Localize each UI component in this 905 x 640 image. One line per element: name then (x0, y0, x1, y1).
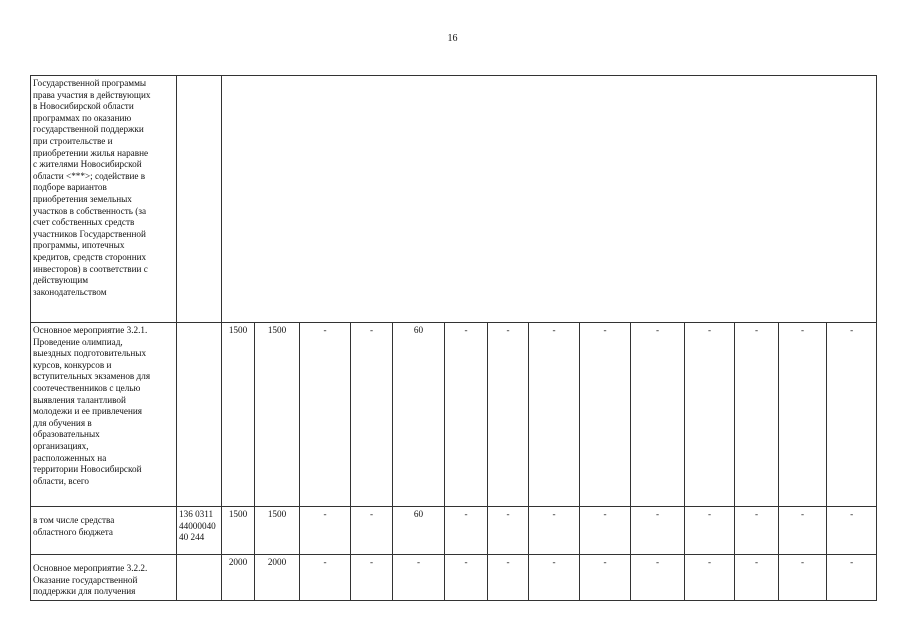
table-row (31, 323, 877, 507)
cell-value: - (735, 555, 779, 601)
cell-value: - (445, 555, 488, 601)
total-value: 1500 (255, 323, 300, 507)
row-description: Основное мероприятие 3.2.1. Проведение олимпиад, выездных подготовительных курсов, конкурсов и вступительных экзаменов для соотечественников с целью выявления талантливой молодежи и ее привлечения для обучения в образовательных организациях, расположенных на территории Новосибирской области, всего (31, 323, 177, 507)
row-description: в том числе средства областного бюджета (31, 507, 177, 555)
cell-value: - (779, 555, 827, 601)
cell-value: - (735, 323, 779, 507)
cell-value: - (529, 323, 580, 507)
total-value: 1500 (222, 507, 255, 555)
row-code (177, 76, 222, 323)
cell-value: - (445, 323, 488, 507)
cell-value: - (580, 507, 631, 555)
total-value: 1500 (222, 323, 255, 507)
cell-value: - (529, 507, 580, 555)
cell-value: - (779, 323, 827, 507)
cell-value: - (529, 555, 580, 601)
cell-value: - (488, 555, 529, 601)
cell-value: - (827, 507, 877, 555)
cell-value: - (488, 323, 529, 507)
cell-value: - (351, 323, 393, 507)
merged-empty-cell (222, 76, 877, 323)
cell-value: - (631, 323, 685, 507)
cell-value: - (351, 507, 393, 555)
cell-value: - (631, 507, 685, 555)
cell-value: - (827, 323, 877, 507)
cell-value: - (685, 323, 735, 507)
table-row (31, 507, 877, 555)
cell-value: - (488, 507, 529, 555)
row-description: Основное мероприятие 3.2.2. Оказание государственной поддержки для получения (31, 555, 177, 601)
cell-value: - (300, 555, 351, 601)
cell-value: - (685, 555, 735, 601)
cell-value: - (300, 507, 351, 555)
cell-value: - (580, 323, 631, 507)
cell-value: - (300, 323, 351, 507)
cell-value: - (735, 507, 779, 555)
page-number: 16 (447, 33, 458, 44)
row-code (177, 555, 222, 601)
table-row (31, 76, 877, 323)
cell-value: - (631, 555, 685, 601)
cell-value: - (685, 507, 735, 555)
total-value: 2000 (222, 555, 255, 601)
cell-value: - (580, 555, 631, 601)
total-value: 2000 (255, 555, 300, 601)
cell-value: - (351, 555, 393, 601)
budget-table (30, 75, 877, 601)
row-description: Государственной программы права участия в действующих в Новосибирской области программах по оказанию государственной поддержки при строительстве и приобретении жилья наравне с жителями Новосибирской области <***>; содействие в подборе вариантов приобретения земельных участков в собственность (за счет собственных средств участников Государственной программы, ипотечных кредитов, средств сторонних инвесторов) в соответствии с действующим законодательством (31, 76, 177, 323)
cell-value: - (779, 507, 827, 555)
row-code: 136 0311 44000040 40 244 (177, 507, 222, 555)
total-value: 1500 (255, 507, 300, 555)
cell-value: 60 (393, 507, 445, 555)
table-row (31, 555, 877, 601)
cell-value: - (393, 555, 445, 601)
row-code (177, 323, 222, 507)
cell-value: 60 (393, 323, 445, 507)
cell-value: - (445, 507, 488, 555)
cell-value: - (827, 555, 877, 601)
